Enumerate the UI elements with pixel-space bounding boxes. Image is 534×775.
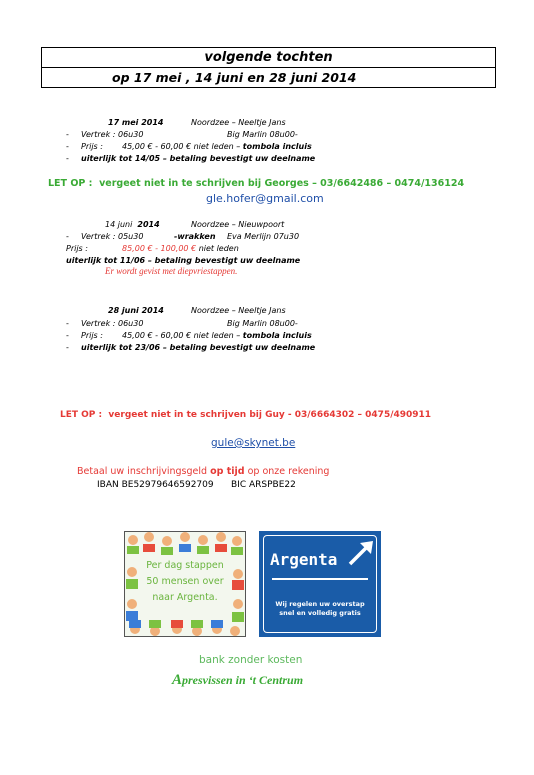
notice1-text: vergeet niet in te schrijven bij Georges – 03/6642486 – 0474/136124 (99, 178, 465, 189)
trip1-boat: Big Marlin 08u00- (227, 130, 298, 139)
trip1-bullet-1: - (66, 130, 69, 139)
trip3-boat: Big Marlin 08u00- (227, 319, 298, 328)
argenta-brand: Argenta (270, 550, 338, 569)
sign-line1: Wij regelen uw overstap (275, 600, 365, 608)
notice1-email[interactable]: gle.hofer@gmail.com (206, 192, 324, 205)
trip2-deadline: uiterlijk tot 11/06 – betaling bevestigt uw deelname (66, 256, 301, 265)
payment-line (77, 466, 329, 477)
payment-line-c: op onze rekening (247, 466, 330, 477)
trip3-date: 28 juni 2014 (108, 306, 164, 315)
trip3-bullet-3: - (66, 343, 69, 352)
notice2-line (60, 410, 431, 420)
trip1-bullet-2: - (66, 142, 69, 151)
payment-line-a: Betaal uw inschrijvingsgeld (77, 466, 208, 477)
trip1-bullet-3: - (66, 154, 69, 163)
trip1-prijs-value: 45,00 € - 60,00 € niet leden – (122, 142, 241, 151)
trip2-prijs-red: 85,00 € - 100,00 € (122, 244, 197, 253)
header-dates-text: op 17 mei , 14 juni en 28 juni 2014 (112, 70, 357, 85)
trip3-prijs-label: Prijs : (81, 331, 103, 340)
trip1-prijs-label: Prijs : (81, 142, 103, 151)
trip1-date: 17 mei 2014 (108, 118, 164, 127)
sign-text (260, 600, 380, 618)
payment-bic: BIC ARSPBE22 (231, 480, 296, 490)
trip3-prijs (122, 330, 312, 341)
arrow-up-right-icon (346, 538, 376, 568)
header-title: volgende tochten (42, 48, 495, 68)
trip1-tombola: tombola incluis (242, 142, 312, 151)
people-ad-text (125, 558, 245, 606)
trip2-wrakken: -wrakken (174, 232, 216, 241)
payment-line-b: op tijd (210, 466, 245, 477)
trip2-date (105, 219, 160, 230)
notice1-line (48, 178, 464, 189)
payment-iban: IBAN BE52979646592709 (97, 480, 214, 490)
trip2-route: Noordzee – Nieuwpoort (191, 220, 285, 229)
people-ad-line1: Per dag stappen (146, 560, 224, 571)
trip3-prijs-value: 45,00 € - 60,00 € niet leden – (122, 331, 241, 340)
trip2-date-a: 14 juni (105, 220, 133, 229)
sign-divider (272, 578, 368, 580)
trip2-bullet-1: - (66, 232, 69, 241)
trip1-deadline: uiterlijk tot 14/05 – betaling bevestigt uw deelname (81, 154, 316, 163)
trip3-bullet-2: - (66, 331, 69, 340)
trip2-vertrek: Vertrek : 05u30 (81, 232, 144, 241)
people-ad-line3: naar Argenta. (152, 592, 218, 603)
header-dates (42, 68, 495, 87)
trip2-prijs-rest: niet leden (198, 244, 239, 253)
argenta-people-ad (124, 531, 246, 637)
argenta-sign-ad (259, 531, 381, 637)
notice1-label: LET OP : (48, 178, 93, 189)
trip1-vertrek: Vertrek : 06u30 (81, 130, 144, 139)
trip3-vertrek: Vertrek : 06u30 (81, 319, 144, 328)
trip3-tombola: tombola incluis (242, 331, 312, 340)
trip3-deadline: uiterlijk tot 23/06 – betaling bevestigt uw deelname (81, 343, 316, 352)
notice2-label: LET OP : (60, 410, 103, 420)
footer-apres-cap: A (172, 672, 183, 688)
footer-apres-rest: presvissen in ‘t Centrum (182, 673, 304, 687)
footer-apres (172, 672, 303, 689)
footer-bank: bank zonder kosten (199, 654, 303, 666)
notice2-text: vergeet niet in te schrijven bij Guy - 03/6664302 – 0475/490911 (108, 410, 432, 420)
trip2-date-b: 2014 (137, 220, 160, 229)
trip1-prijs (122, 141, 312, 152)
people-ad-line2: 50 mensen over (146, 576, 224, 587)
trip1-route: Noordzee – Neeltje Jans (191, 118, 286, 127)
notice2-email[interactable]: gule@skynet.be (211, 437, 296, 449)
trip2-prijs (122, 243, 239, 254)
trip2-note: Er wordt gevist met diepvriestappen. (105, 266, 238, 276)
sign-line2: snel en volledig gratis (279, 609, 361, 617)
header-box (41, 47, 496, 88)
trip3-route: Noordzee – Neeltje Jans (191, 306, 286, 315)
trip2-boat: Eva Merlijn 07u30 (227, 232, 300, 241)
trip2-prijs-label: Prijs : (66, 244, 88, 253)
trip3-bullet-1: - (66, 319, 69, 328)
